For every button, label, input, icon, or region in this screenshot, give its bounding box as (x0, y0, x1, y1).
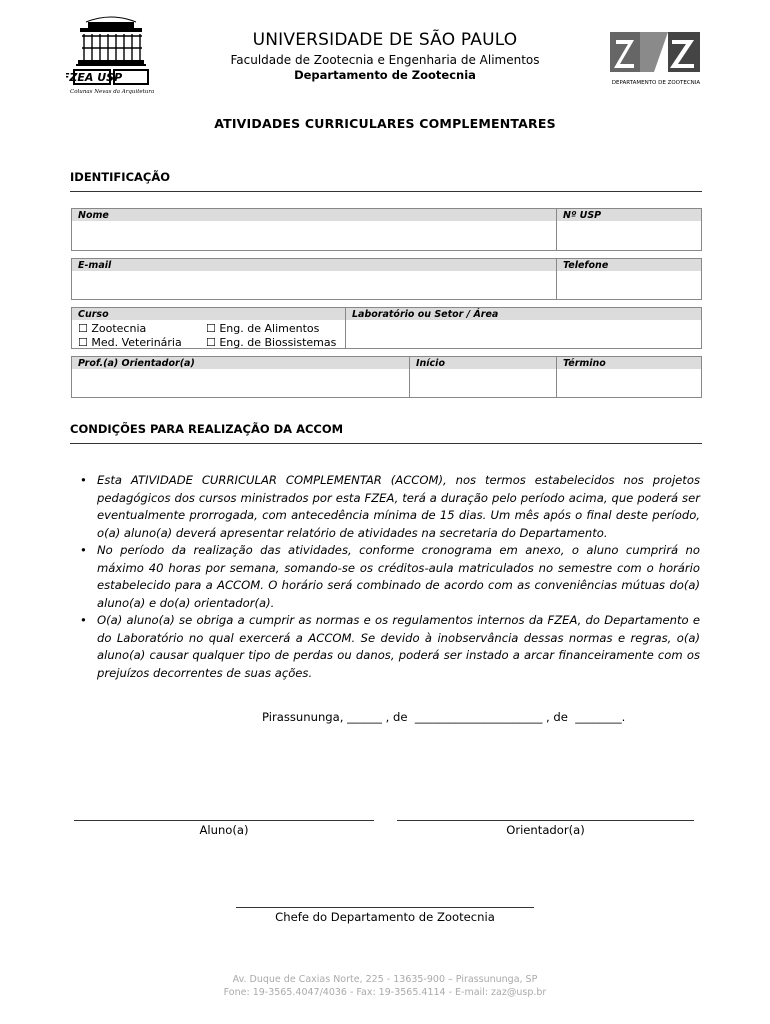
list-item: • No período da realização das atividades, conforme cronograma em anexo, o aluno cumprirá no máximo 40 horas por semana, somando-se os créditos-aula matriculados no semestre com o horário estabelecido para a ACCOM. O horário será combinado de acordo com as conveniências mútuas do(a) aluno(a) e do(a) orientador(a). (80, 542, 700, 612)
termino-field[interactable] (556, 356, 702, 398)
logo-caption: Colunas Nevas da Arquitetura (70, 89, 155, 95)
document-title: ATIVIDADES CURRICULARES COMPLEMENTARES (214, 116, 556, 131)
section-heading-condicoes: CONDIÇÕES PARA REALIZAÇÃO DA ACCOM (70, 422, 344, 436)
fzea-usp-logo (66, 14, 156, 96)
list-item: • O(a) aluno(a) se obriga a cumprir as normas e os regulamentos internos da FZEA, do Departamento e do Laboratório no qual exercerá a ACCOM. Se devido à inobservância dessas normas e regras, o(a) aluno(a) causar qualquer tipo de perdas ou danos, poderá ser instado a arcar financeiramente com os prejuízos decorrentes de suas ações. (80, 612, 700, 682)
orientador-field[interactable] (71, 356, 410, 398)
section-divider (70, 191, 702, 192)
option-eng-biossistemas[interactable]: ☐ Eng. de Biossistemas (206, 336, 337, 349)
section-heading-identificacao: IDENTIFICAÇÃO (70, 170, 171, 184)
telefone-label: Telefone (557, 259, 701, 271)
zaz-logo (606, 28, 706, 90)
curso-label: Curso (72, 308, 345, 320)
nome-label: Nome (72, 209, 556, 221)
university-name: UNIVERSIDADE DE SÃO PAULO (252, 30, 518, 50)
option-zootecnia[interactable]: ☐ Zootecnia (78, 322, 147, 335)
inicio-label: Início (410, 357, 556, 369)
laboratorio-label: Laboratório ou Setor / Área (346, 308, 701, 320)
nusp-field[interactable] (556, 208, 702, 251)
inicio-field[interactable] (409, 356, 557, 398)
orientador-signature-line[interactable] (397, 820, 694, 821)
conditions-list (80, 472, 700, 682)
option-med-veterinaria[interactable]: ☐ Med. Veterinária (78, 336, 182, 349)
orientador-signature-label: Orientador(a) (506, 823, 585, 837)
footer-contact: Fone: 19-3565.4047/4036 - Fax: 19-3565.4114 - E-mail: zaz@usp.br (223, 987, 547, 998)
department-name: Departamento de Zootecnia (294, 68, 476, 82)
nusp-label: Nº USP (557, 209, 701, 221)
zaz-caption: DEPARTAMENTO DE ZOOTECNIA (611, 80, 701, 86)
termino-label: Término (557, 357, 701, 369)
list-item: • Esta ATIVIDADE CURRICULAR COMPLEMENTAR (ACCOM), nos termos estabelecidos nos projetos pedagógicos dos cursos ministrados por esta FZEA, terá a duração pelo período acima, que poderá ser eventualmente prorrogada, com antecedência mínima de 15 dias. Um mês após o final deste período, o(a) aluno(a) deverá apresentar relatório de atividades na secretaria do Departamento. (80, 472, 700, 542)
date-line[interactable]: Pirassununga, ______ , de ______________________ , de ________. (262, 710, 626, 724)
aluno-signature-label: Aluno(a) (199, 823, 249, 837)
curso-field (71, 307, 346, 349)
email-field[interactable] (71, 258, 557, 300)
telefone-field[interactable] (556, 258, 702, 300)
faculty-name: Faculdade de Zootecnia e Engenharia de Alimentos (230, 53, 540, 67)
nome-field[interactable] (71, 208, 557, 251)
fzea-text: FZEA USP (66, 71, 123, 84)
laboratorio-field[interactable] (345, 307, 702, 349)
chefe-signature-label: Chefe do Departamento de Zootecnia (275, 910, 495, 924)
option-eng-alimentos[interactable]: ☐ Eng. de Alimentos (206, 322, 320, 335)
orientador-label: Prof.(a) Orientador(a) (72, 357, 409, 369)
email-label: E-mail (72, 259, 556, 271)
chefe-signature-line[interactable] (236, 907, 534, 908)
section-divider (70, 443, 702, 444)
aluno-signature-line[interactable] (74, 820, 374, 821)
footer-address: Av. Duque de Caxias Norte, 225 - 13635-900 – Pirassununga, SP (232, 974, 538, 985)
